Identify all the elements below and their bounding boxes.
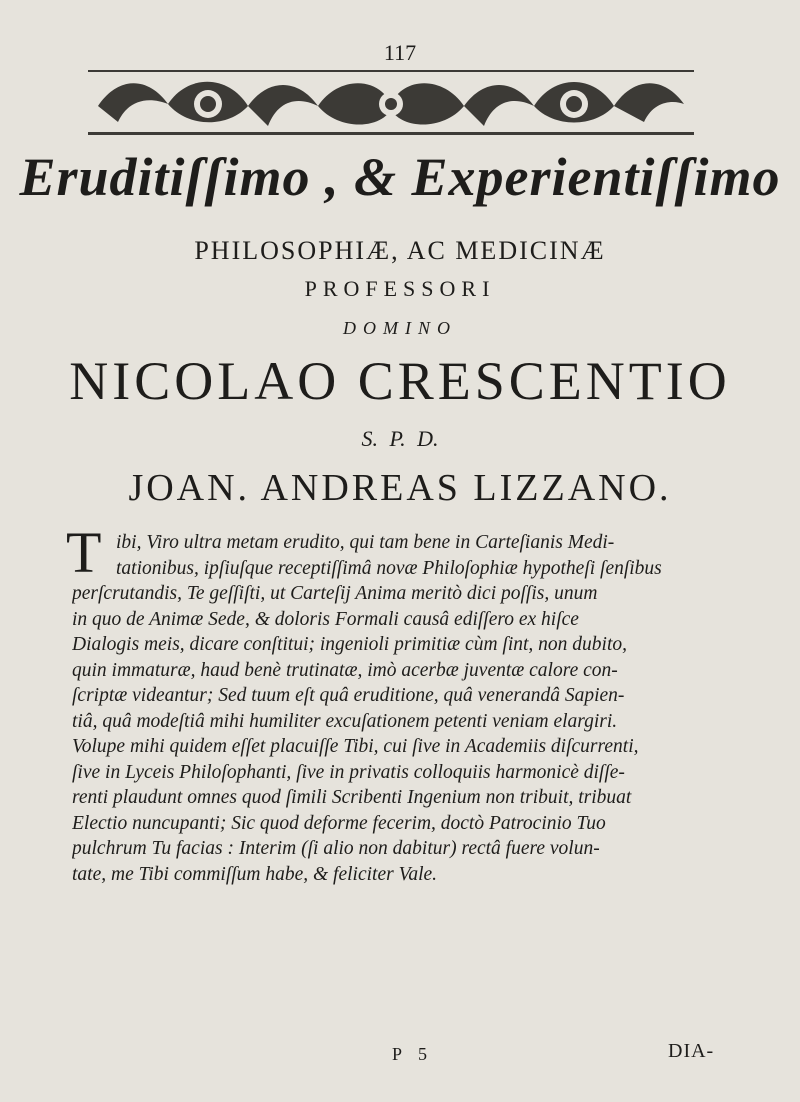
signature-mark: P <box>392 1044 403 1064</box>
floral-headpiece-ornament <box>88 66 694 140</box>
page-number: 117 <box>383 40 417 65</box>
dedicatee-name: NICOLAO CRESCENTIO <box>69 351 731 411</box>
dedication-rank: PROFESSORI <box>304 276 496 301</box>
body-line: renti plaudunt omnes quod ſimili Scribenti Ingenium non tribuit, tribuat <box>72 787 632 808</box>
dedication-letter <box>66 520 732 887</box>
body-line: ibi, Viro ultra metam erudito, qui tam bene in Carteſianis Medi- <box>116 532 615 553</box>
dedication-honorific: DOMINO <box>343 318 457 338</box>
body-line: quin immaturæ, haud benè trutinatæ, imò acerbæ juventæ calore con- <box>72 659 618 681</box>
drop-cap: T <box>66 520 102 585</box>
body-line: perſcrutandis, Te geſſiſti, ut Carteſij Anima meritò dici poſſis, unum <box>72 583 598 604</box>
body-line: Electio nuncupanti; Sic quod deforme fecerim, doctò Patrocinio Tuo <box>72 812 606 834</box>
dedication-title: Eruditiſſimo , & Experientiſſimo <box>19 147 781 207</box>
body-line: in quo de Animæ Sede, & doloris Formali causâ ediſſero ex hiſce <box>72 608 579 630</box>
body-line: tationibus, ipſiuſque receptiſſimâ novæ Philoſophiæ hypotheſi ſenſibus <box>116 557 662 579</box>
catchword: DIA- <box>668 1040 715 1062</box>
body-line: pulchrum Tu facias : Interim (ſi alio non dabitur) rectâ fuere volun- <box>72 838 600 859</box>
body-line: Dialogis meis, dicare conſtitui; ingenioli primitiæ cùm ſint, non dubito, <box>72 634 627 655</box>
body-line: tiâ, quâ modeſtiâ mihi humiliter excuſationem petenti veniam elargiri. <box>72 710 618 732</box>
dedication-discipline: PHILOSOPHIÆ, AC MEDICINÆ <box>194 236 606 265</box>
body-line: ſive in Lyceis Philoſophanti, ſive in privatis colloquiis harmonicè diſſe- <box>72 761 625 783</box>
body-line: tate, me Tibi commiſſum habe, & feliciter Vale. <box>72 863 438 885</box>
author-name: JOAN. ANDREAS LIZZANO. <box>128 467 672 509</box>
body-line: Volupe mihi quidem eſſet placuiſſe Tibi, cui ſive in Academiis diſcurrenti, <box>72 736 639 757</box>
salutation: S. P. D. <box>361 426 439 451</box>
signature-number: 5 <box>418 1044 427 1064</box>
body-line: ſcriptæ videantur; Sed tuum eſt quâ eruditione, quâ venerandâ Sapien- <box>72 685 625 706</box>
